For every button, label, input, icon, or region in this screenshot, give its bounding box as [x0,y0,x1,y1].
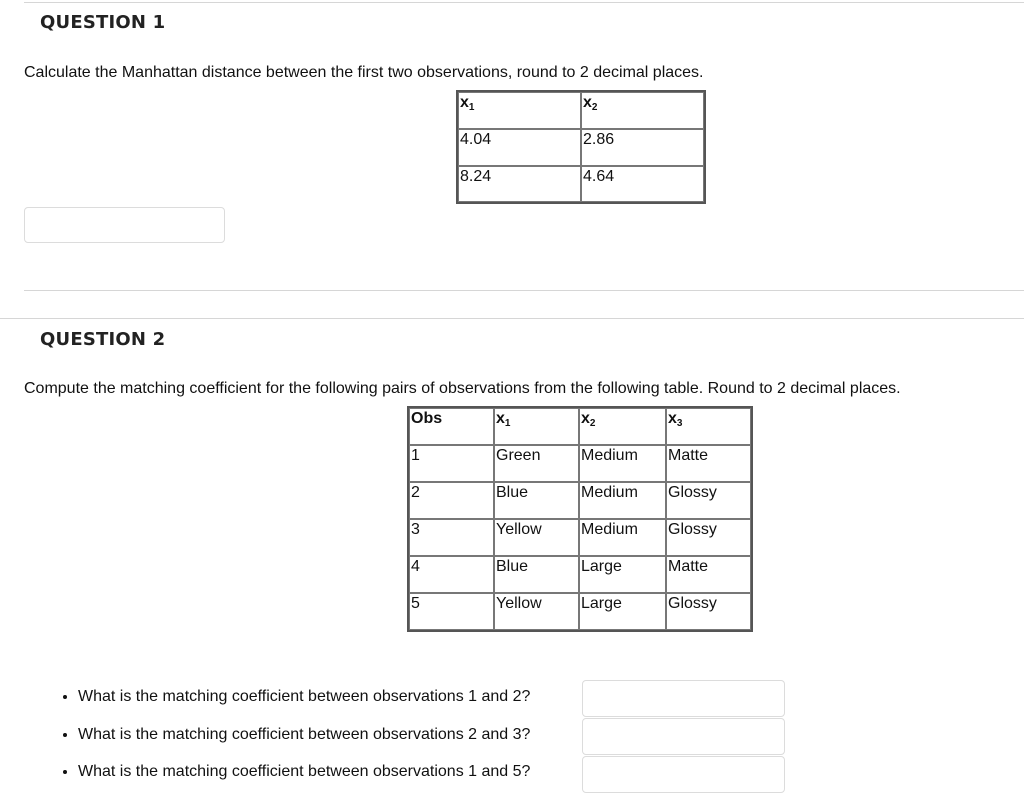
table-row [409,482,751,519]
question-1-divider [24,290,1024,291]
list-item: • What is the matching coefficient between observations 2 and 3? [78,722,530,760]
table-row [409,445,751,482]
table-cell: Medium [579,519,666,556]
q2-header-obs: Obs [409,408,494,445]
table-cell: Green [494,445,579,482]
question-2-table [407,406,753,632]
answer-input-obs-2-3[interactable] [582,718,785,755]
table-cell: 4 [409,556,494,593]
question-2-subquestions [58,684,530,797]
question-1-table [456,90,706,204]
question-1-prompt: Calculate the Manhattan distance between the first two observations, round to 2 decimal places. [24,64,704,81]
table-cell: Yellow [494,519,579,556]
table-row [458,166,704,202]
table-row [458,129,704,166]
table-cell: Matte [666,445,751,482]
table-cell: Large [579,556,666,593]
table-cell: Large [579,593,666,630]
table-cell: Glossy [666,482,751,519]
question-2-prompt: Compute the matching coefficient for the following pairs of observations from the following table. Round to 2 decimal places. [24,380,901,397]
table-cell: 4.64 [581,166,704,202]
answer-input-obs-1-5[interactable] [582,756,785,793]
list-item: • What is the matching coefficient between observations 1 and 5? [78,759,530,797]
question-1-title: QUESTION 1 [40,12,166,33]
list-item: • What is the matching coefficient between observations 1 and 2? [78,684,530,722]
table-cell: Matte [666,556,751,593]
section-divider [0,318,1024,319]
table-cell: 8.24 [458,166,581,202]
q1-header-x2: $x_2$ [581,92,704,129]
q2-header-x1: $x_1$ [494,408,579,445]
table-row [409,519,751,556]
table-row [409,593,751,630]
table-cell: 4.04 [458,129,581,166]
table-cell: Blue [494,482,579,519]
table-cell: 5 [409,593,494,630]
top-divider [24,2,1024,3]
answer-input-obs-1-2[interactable] [582,680,785,717]
table-cell: Blue [494,556,579,593]
table-cell: 3 [409,519,494,556]
table-cell: Glossy [666,593,751,630]
table-cell: 1 [409,445,494,482]
q2-header-x2: $x_2$ [579,408,666,445]
table-row [409,556,751,593]
table-cell: Medium [579,445,666,482]
question-2-title: QUESTION 2 [40,329,166,350]
q1-header-x1: $x_1$ [458,92,581,129]
question-1-answer-input[interactable] [24,207,225,243]
table-cell: Yellow [494,593,579,630]
q2-header-x3: $x_3$ [666,408,751,445]
table-cell: 2.86 [581,129,704,166]
table-cell: Medium [579,482,666,519]
table-cell: Glossy [666,519,751,556]
table-cell: 2 [409,482,494,519]
